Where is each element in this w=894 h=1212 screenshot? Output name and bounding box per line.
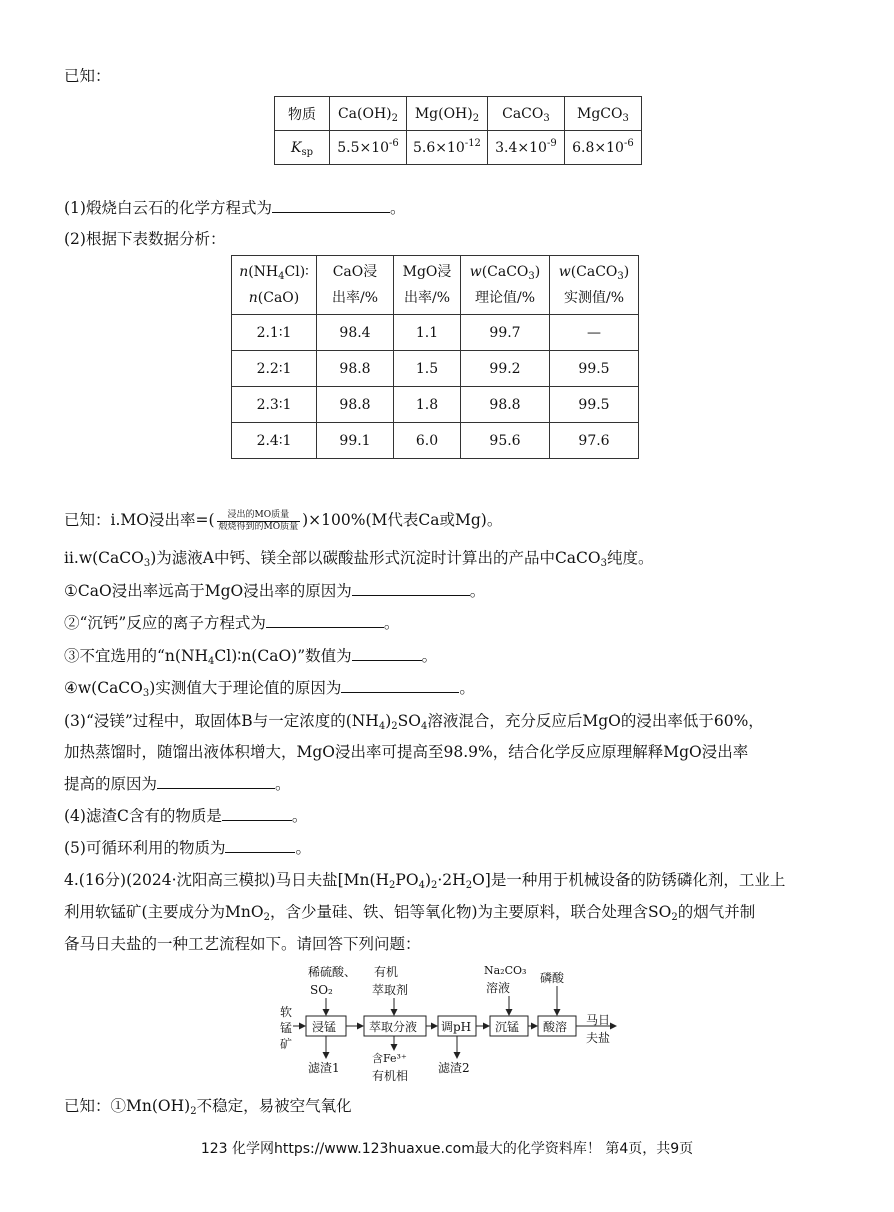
organic-phase-fe-label: 含Fe³⁺ bbox=[372, 1052, 407, 1065]
ksp-header-mgoh2: $Mg(OH)_2$ bbox=[407, 97, 488, 131]
product-label-1: 马日 bbox=[586, 1013, 611, 1027]
ksp-header-mgco3: MgCO$_3$ bbox=[564, 97, 641, 131]
table-row bbox=[232, 387, 639, 423]
header-ratio: $n(NH_4Cl)∶$ n(CaO) bbox=[232, 256, 317, 315]
known-label: 已知： bbox=[64, 67, 111, 85]
table-cell: 97.6 bbox=[550, 423, 639, 459]
ksp-header-caco3: CaCO$_3$ bbox=[487, 97, 564, 131]
input-phosphoric-acid-label: 磷酸 bbox=[540, 971, 565, 985]
sub-question-1: ①CaO浸出率远高于MgO浸出率的原因为 。 bbox=[64, 582, 486, 600]
input-extractant-label: 萃取剂 bbox=[372, 983, 409, 997]
table-cell: 2.2∶1 bbox=[232, 351, 317, 387]
header-w-measured: w(CaCO$_3$) 实测值/% bbox=[550, 256, 639, 315]
leaching-rate-fraction: $\frac{\text{浸出的MO质量}}{\text{煅烧得到的MO质量}}$ bbox=[218, 509, 299, 532]
table-cell: 95.6 bbox=[461, 423, 550, 459]
question-4: (4)滤渣C含有的物质是 。 bbox=[64, 807, 308, 825]
known-2: 已知：$①Mn(OH)_2$不稳定，易被空气氧化 bbox=[64, 1097, 352, 1117]
sub-question-2: ②“沉钙”反应的离子方程式为 。 bbox=[64, 614, 400, 632]
sub-question-3: ③不宜选用的“$n(NH_4Cl)∶n(CaO)$”数值为 。 bbox=[64, 647, 438, 667]
input-na2co3-label: Na₂CO₃ bbox=[484, 964, 527, 977]
table-row bbox=[232, 351, 639, 387]
answer-blank[interactable] bbox=[222, 806, 292, 821]
problem-4-line-2: 利用软锰矿(主要成分为MnO$_2$，含少量硅、铁、铝等氧化物)为主要原料，联合处理含$SO_2$的烟气并制 bbox=[64, 903, 756, 923]
question-3-line-1: (3)“浸镁”过程中，取固体B与一定浓度的$(NH_4)_2SO_4$溶液混合，充分反应后MgO的浸出率低于60%， bbox=[64, 712, 764, 732]
page-footer: 123 化学网https://www.123huaxue.com最大的化学资料库！ 第4页，共9页 bbox=[200, 1141, 694, 1157]
question-3-line-2: 加热蒸馏时，随馏出液体积增大，MgO浸出率可提高至98.9%，结合化学反应原理解释MgO浸出率 bbox=[64, 743, 749, 761]
table-cell: 99.7 bbox=[461, 315, 550, 351]
problem-4-line-1: 4.(16分)(2024·沈阳高三模拟)马日夫盐$[Mn(H_2PO_4)_2\cdot 2H_2O]$是一种用于机械设备的防锈磷化剂，工业上 bbox=[64, 871, 786, 891]
header-mgo-rate: MgO浸 出率/% bbox=[394, 256, 461, 315]
organic-phase-label: 有机相 bbox=[372, 1069, 409, 1083]
input-solution-label: 溶液 bbox=[486, 981, 511, 995]
question-5: (5)可循环利用的物质为 。 bbox=[64, 839, 311, 857]
ksp-value: $5.5\times 10^{-6}$ bbox=[330, 131, 407, 165]
note-ii: ⅱ.w(CaCO$_3$)为滤液A中钙、镁全部以碳酸盐形式沉淀时计算出的产品中CaCO$_3$纯度。 bbox=[64, 549, 654, 569]
table-cell: 98.8 bbox=[317, 387, 394, 423]
adjust-ph-label: 调pH bbox=[441, 1020, 472, 1034]
ksp-table bbox=[274, 96, 642, 165]
extraction-label: 萃取分液 bbox=[369, 1020, 418, 1034]
leach-manganese-label: 浸锰 bbox=[312, 1020, 337, 1034]
source-label-2: 锰 bbox=[280, 1021, 293, 1035]
ksp-value: $5.6\times 10^{-12}$ bbox=[407, 131, 488, 165]
process-flow-diagram bbox=[276, 960, 620, 1088]
sub-question-4: ④w(CaCO$_3$)实测值大于理论值的原因为 。 bbox=[64, 679, 475, 699]
ksp-header-row bbox=[275, 97, 642, 131]
table-cell: 2.4∶1 bbox=[232, 423, 317, 459]
ksp-value-row bbox=[275, 131, 642, 165]
data-table bbox=[231, 255, 639, 459]
ksp-value: $6.8\times 10^{-6}$ bbox=[564, 131, 641, 165]
table-cell: 99.5 bbox=[550, 387, 639, 423]
table-cell: 98.8 bbox=[317, 351, 394, 387]
answer-blank[interactable] bbox=[225, 838, 295, 853]
table-cell: 2.1∶1 bbox=[232, 315, 317, 351]
input-sulfuric-acid-label: 稀硫酸、 bbox=[308, 965, 357, 979]
acid-dissolve-label: 酸溶 bbox=[543, 1020, 568, 1034]
waste-1-label: 滤渣1 bbox=[308, 1061, 340, 1075]
ksp-header-substance: 物质 bbox=[275, 97, 330, 131]
data-header-row bbox=[232, 256, 639, 315]
answer-blank[interactable] bbox=[352, 646, 422, 661]
header-cao-rate: CaO浸 出率/% bbox=[317, 256, 394, 315]
answer-blank[interactable] bbox=[352, 581, 470, 596]
answer-blank[interactable] bbox=[157, 774, 275, 789]
input-organic-label: 有机 bbox=[374, 965, 399, 979]
table-cell: 1.1 bbox=[394, 315, 461, 351]
product-label-2: 夫盐 bbox=[586, 1031, 611, 1045]
table-cell: — bbox=[550, 315, 639, 351]
table-cell: 99.5 bbox=[550, 351, 639, 387]
note-i: 已知：ⅰ.MO浸出率=( $\frac{\text{浸出的MO质量}}{\text{煅烧得到的MO质量}}$ )×100%(M代表Ca或Mg)。 bbox=[64, 509, 503, 532]
waste-2-label: 滤渣2 bbox=[438, 1061, 470, 1075]
table-row bbox=[232, 423, 639, 459]
ksp-header-caoh2: $Ca(OH)_2$ bbox=[330, 97, 407, 131]
problem-4-line-3: 备马日夫盐的一种工艺流程如下。请回答下列问题： bbox=[64, 935, 421, 953]
input-so2-label: SO₂ bbox=[310, 983, 333, 997]
table-cell: 2.3∶1 bbox=[232, 387, 317, 423]
answer-blank[interactable] bbox=[266, 613, 384, 628]
table-cell: 99.2 bbox=[461, 351, 550, 387]
question-1: (1)煅烧白云石的化学方程式为 。 bbox=[64, 199, 406, 217]
table-cell: 1.5 bbox=[394, 351, 461, 387]
source-label-1: 软 bbox=[280, 1005, 293, 1019]
answer-blank[interactable] bbox=[272, 198, 390, 213]
table-cell: 98.4 bbox=[317, 315, 394, 351]
source-label-3: 矿 bbox=[280, 1037, 293, 1051]
ksp-row-label: $K_{sp}$ bbox=[275, 131, 330, 165]
table-cell: 6.0 bbox=[394, 423, 461, 459]
table-cell: 98.8 bbox=[461, 387, 550, 423]
table-cell: 99.1 bbox=[317, 423, 394, 459]
header-w-theory: w(CaCO$_3$) 理论值/% bbox=[461, 256, 550, 315]
precipitate-manganese-label: 沉锰 bbox=[495, 1020, 520, 1034]
table-cell: 1.8 bbox=[394, 387, 461, 423]
answer-blank[interactable] bbox=[341, 678, 459, 693]
ksp-value: $3.4\times 10^{-9}$ bbox=[487, 131, 564, 165]
question-3-line-3: 提高的原因为 。 bbox=[64, 775, 291, 793]
question-2: (2)根据下表数据分析： bbox=[64, 230, 226, 248]
table-row bbox=[232, 315, 639, 351]
